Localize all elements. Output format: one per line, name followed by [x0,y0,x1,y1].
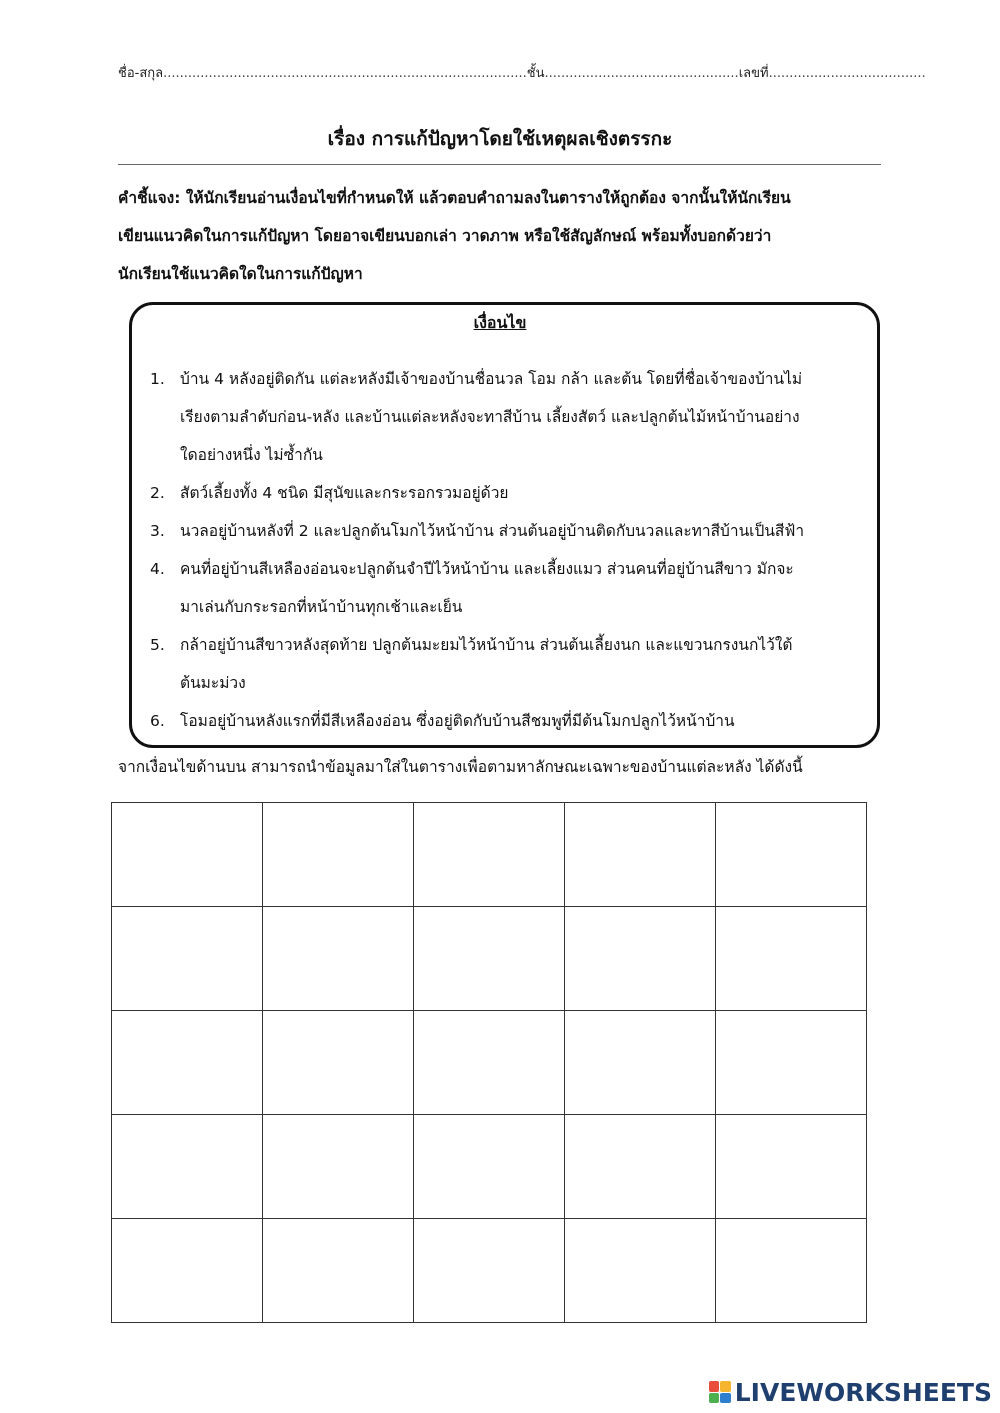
logo-square [720,1393,731,1404]
answer-cell[interactable] [565,907,716,1011]
condition-text: คนที่อยู่บ้านสีเหลืองอ่อนจะปลูกต้นจำปีไว้หน้าบ้าน และเลี้ยงแมว ส่วนคนที่อยู่บ้านสีขาว มักจะ [180,560,794,578]
condition-item [150,512,880,550]
instructions [118,179,888,293]
conditions-title: เงื่อนไข [473,313,527,332]
condition-number: 4. [150,560,165,578]
condition-item [150,474,880,512]
answer-table [111,802,867,1323]
logo-square [709,1393,720,1404]
condition-text: กล้าอยู่บ้านสีขาวหลังสุดท้าย ปลูกต้นมะยมไว้หน้าบ้าน ส่วนต้นเลี้ยงนก และแขวนกรงนกไว้ใต้ [180,636,793,654]
condition-number: 6. [150,712,165,730]
condition-number: 3. [150,522,165,540]
table-row [112,907,867,1011]
answer-cell[interactable] [716,1011,867,1115]
logo-square [709,1381,720,1392]
table-row [112,1115,867,1219]
brand-text: LIVEWORKSHEETS [734,1377,992,1407]
name-label: ชื่อ-สกุล [118,66,164,81]
answer-cell[interactable] [263,907,414,1011]
table-row [112,1011,867,1115]
answer-cell[interactable] [112,803,263,907]
answer-cell[interactable] [565,1219,716,1323]
class-label: ชั้น [526,66,545,81]
condition-text: บ้าน 4 หลังอยู่ติดกัน แต่ละหลังมีเจ้าของบ้านชื่อนวล โอม กล้า และต้น โดยที่ชื่อเจ้าของบ้านไม่ [180,370,803,388]
answer-cell[interactable] [565,803,716,907]
answer-cell[interactable] [414,1011,565,1115]
condition-text: เรียงตามลำดับก่อน-หลัง และบ้านแต่ละหลังจะทาสีบ้าน เลี้ยงสัตว์ และปลูกต้นไม้หน้าบ้านอย่าง [180,408,800,426]
answer-cell[interactable] [112,1219,263,1323]
conditions-list [150,360,880,740]
class-blank[interactable]: ............................................... [544,66,739,81]
answer-cell[interactable] [263,1011,414,1115]
condition-text: ต้นมะม่วง [180,674,246,692]
instruction-line: เขียนแนวคิดในการแก้ปัญหา โดยอาจเขียนบอกเล่า วาดภาพ หรือใช้สัญลักษณ์ พร้อมทั้งบอกด้วยว่า [118,227,772,245]
condition-text: สัตว์เลี้ยงทั้ง 4 ชนิด มีสุนัขและกระรอกรวมอยู่ด้วย [180,484,509,502]
table-intro-text: จากเงื่อนไขด้านบน สามารถนำข้อมูลมาใส่ในตารางเพื่อตามหาลักษณะเฉพาะของบ้านแต่ละหลัง ได้ดังนี้ [118,758,803,776]
table-row [112,803,867,907]
liveworksheets-brand [709,1377,992,1407]
answer-cell[interactable] [112,907,263,1011]
number-label: เลขที่ [738,66,769,81]
answer-cell[interactable] [414,1115,565,1219]
answer-cell[interactable] [716,1115,867,1219]
answer-cell[interactable] [414,803,565,907]
condition-text: นวลอยู่บ้านหลังที่ 2 และปลูกต้นโมกไว้หน้าบ้าน ส่วนต้นอยู่บ้านติดกับนวลและทาสีบ้านเป็นสีฟ้า [180,522,805,540]
answer-cell[interactable] [565,1011,716,1115]
page-title: เรื่อง การแก้ปัญหาโดยใช้เหตุผลเชิงตรรกะ [327,128,673,150]
answer-cell[interactable] [112,1011,263,1115]
table-row [112,1219,867,1323]
logo-square [720,1381,731,1392]
name-blank[interactable]: ........................................................................................ [163,66,527,81]
answer-cell[interactable] [263,1115,414,1219]
condition-text: โอมอยู่บ้านหลังแรกที่มีสีเหลืองอ่อน ซึ่งอยู่ติดกับบ้านสีชมพูที่มีต้นโมกปลูกไว้หน้าบ้าน [180,712,735,730]
answer-cell[interactable] [716,1219,867,1323]
condition-number: 5. [150,636,165,654]
condition-item [150,702,880,740]
condition-item [150,550,880,626]
answer-cell[interactable] [716,907,867,1011]
answer-cell[interactable] [263,803,414,907]
answer-cell[interactable] [414,907,565,1011]
liveworksheets-logo-icon [709,1381,731,1403]
answer-cell[interactable] [112,1115,263,1219]
condition-text: ใดอย่างหนึ่ง ไม่ซ้ำกัน [180,446,323,464]
number-blank[interactable]: ...................................... [768,66,926,81]
instruction-line: คำชี้แจง: ให้นักเรียนอ่านเงื่อนไขที่กำหนดให้ แล้วตอบคำถามลงในตารางให้ถูกต้อง จากนั้นให้นักเรียน [118,189,791,207]
student-info-line [118,62,926,83]
condition-item [150,360,880,474]
instruction-line: นักเรียนใช้แนวคิดใดในการแก้ปัญหา [118,265,363,283]
condition-number: 1. [150,370,165,388]
answer-cell[interactable] [414,1219,565,1323]
condition-text: มาเล่นกับกระรอกที่หน้าบ้านทุกเช้าและเย็น [180,598,463,616]
condition-item [150,626,880,702]
answer-cell[interactable] [263,1219,414,1323]
title-divider [118,164,881,165]
answer-cell[interactable] [565,1115,716,1219]
answer-cell[interactable] [716,803,867,907]
condition-number: 2. [150,484,165,502]
